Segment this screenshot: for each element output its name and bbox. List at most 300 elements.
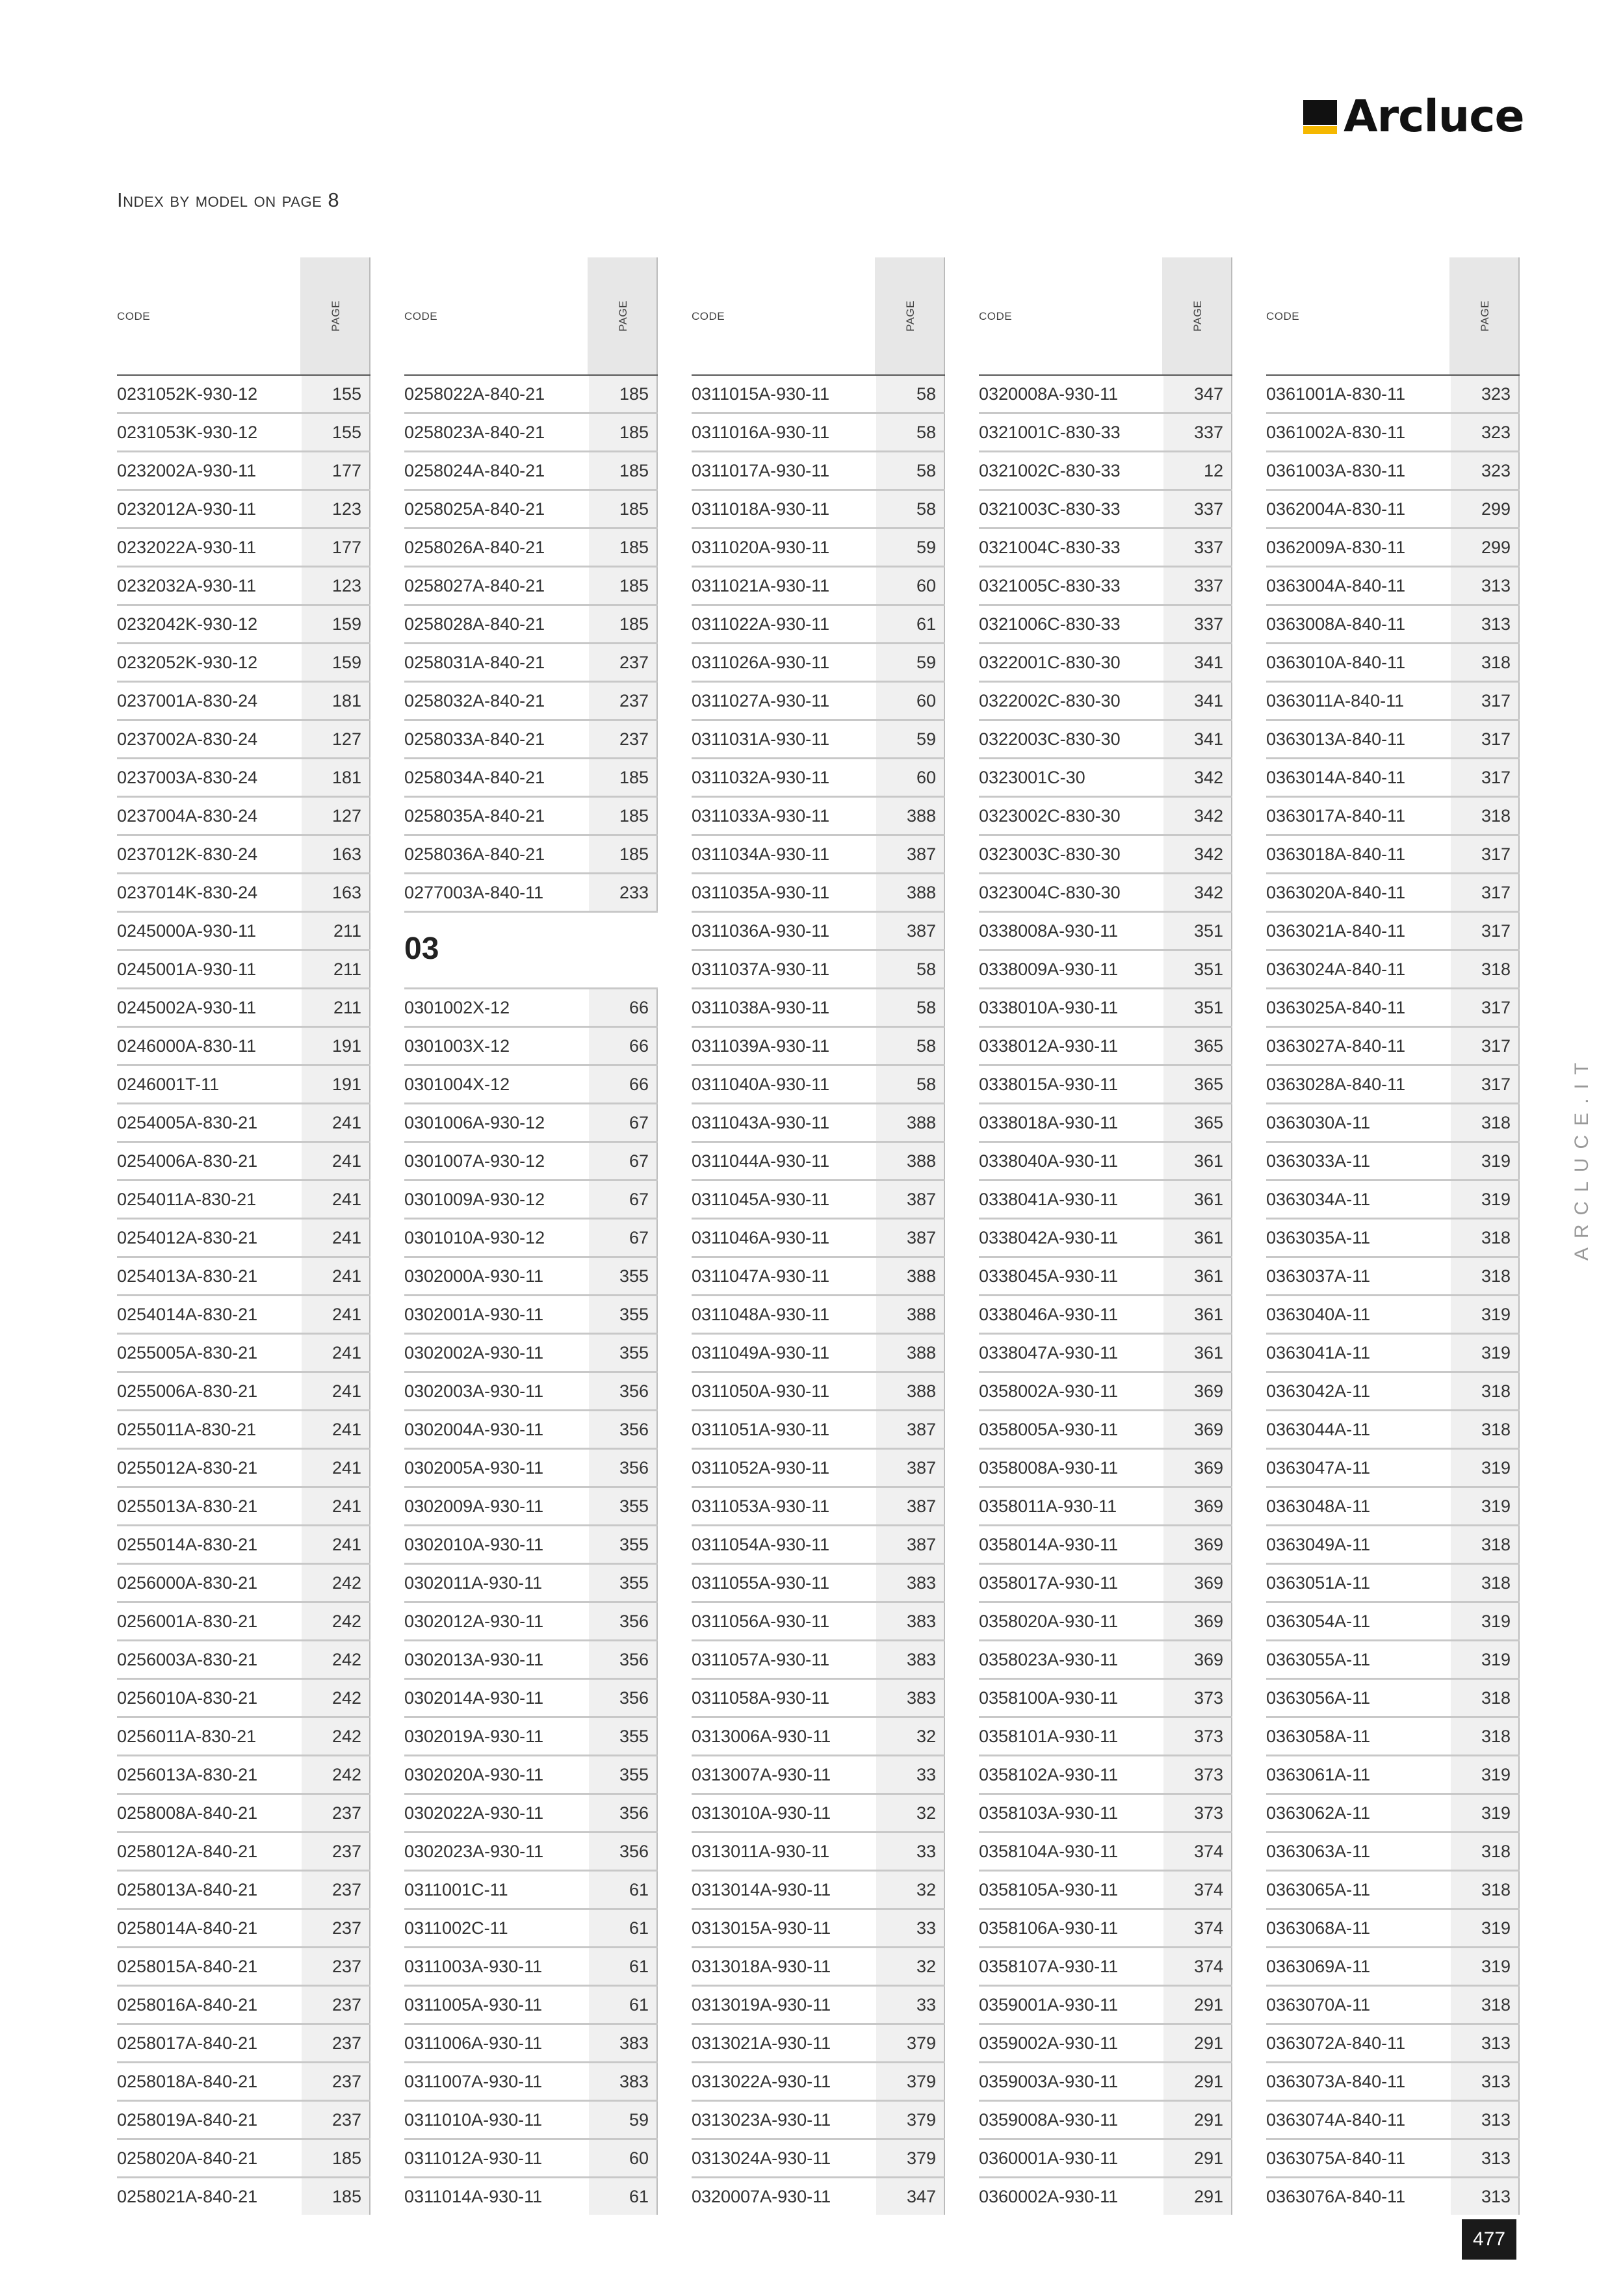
model-code: 0363073A-840-11 (1266, 2072, 1406, 2091)
page-ref: 185 (589, 836, 658, 872)
model-code: 0363070A-11 (1266, 1995, 1371, 2015)
table-row (1266, 1565, 1520, 1603)
model-code: 0311039A-930-11 (692, 1036, 830, 1056)
table-row (1266, 567, 1520, 606)
table-row (117, 1565, 370, 1603)
model-code: 0232052K-930-12 (117, 653, 258, 672)
index-column (117, 257, 370, 2215)
model-code: 0363054A-11 (1266, 1611, 1371, 1631)
column-header (404, 257, 658, 376)
page-ref: 58 (876, 452, 945, 489)
table-row (692, 1641, 945, 1680)
table-row (404, 1718, 658, 1756)
model-code: 0258019A-840-21 (117, 2110, 258, 2130)
model-code: 0237012K-830-24 (117, 844, 258, 864)
table-row (404, 376, 658, 414)
page-ref: 355 (589, 1565, 658, 1601)
table-row (979, 2140, 1232, 2178)
model-code: 0311043A-930-11 (692, 1113, 830, 1132)
model-code: 0311055A-930-11 (692, 1573, 830, 1593)
page-ref: 387 (876, 1450, 945, 1486)
table-row (979, 1910, 1232, 1948)
page-ref: 61 (589, 2178, 658, 2215)
page-ref: 355 (589, 1296, 658, 1333)
model-code: 0311044A-930-11 (692, 1151, 830, 1171)
table-row (1266, 1718, 1520, 1756)
model-code: 0254012A-830-21 (117, 1228, 258, 1247)
model-code: 0363035A-11 (1266, 1228, 1371, 1247)
model-code: 0363010A-840-11 (1266, 653, 1406, 672)
page-header: page (326, 300, 343, 332)
page-ref: 388 (876, 1104, 945, 1141)
table-row (692, 1181, 945, 1220)
model-code: 0363018A-840-11 (1266, 844, 1406, 864)
page-ref: 163 (302, 874, 370, 911)
page-ref: 317 (1451, 1066, 1520, 1102)
table-row (404, 721, 658, 759)
model-code: 0358105A-930-11 (979, 1880, 1119, 1899)
model-code: 0302014A-930-11 (404, 1688, 544, 1708)
page-ref: 318 (1451, 1718, 1520, 1755)
model-code: 0245000A-930-11 (117, 921, 257, 941)
table-row (404, 1756, 658, 1795)
table-row (979, 1565, 1232, 1603)
page-ref: 319 (1451, 1488, 1520, 1524)
model-code: 0363055A-11 (1266, 1650, 1371, 1669)
table-row (404, 798, 658, 836)
model-code: 0361001A-830-11 (1266, 384, 1406, 404)
model-code: 0311015A-930-11 (692, 384, 830, 404)
page-ref: 356 (589, 1641, 658, 1678)
table-row (1266, 951, 1520, 989)
model-code: 0311049A-930-11 (692, 1343, 830, 1363)
page-header: page (1188, 300, 1205, 332)
page-ref: 355 (589, 1258, 658, 1294)
table-row (1266, 2178, 1520, 2215)
table-row (404, 529, 658, 567)
model-code: 0363042A-11 (1266, 1381, 1371, 1401)
page-ref: 60 (876, 759, 945, 796)
page-ref: 241 (302, 1450, 370, 1486)
model-code: 0255012A-830-21 (117, 1458, 258, 1478)
table-row (404, 836, 658, 874)
table-row (979, 567, 1232, 606)
table-row (117, 1220, 370, 1258)
table-row (117, 836, 370, 874)
page-ref: 181 (302, 683, 370, 719)
page-ref: 387 (876, 913, 945, 949)
table-row (979, 913, 1232, 951)
table-row (979, 989, 1232, 1028)
table-row (692, 989, 945, 1028)
model-code: 0363037A-11 (1266, 1266, 1371, 1286)
page-ref: 58 (876, 1028, 945, 1064)
page-ref: 242 (302, 1680, 370, 1716)
table-row (404, 1526, 658, 1565)
table-row (979, 1948, 1232, 1987)
table-row (404, 1910, 658, 1948)
table-row (117, 1181, 370, 1220)
page-ref: 159 (302, 606, 370, 642)
page-ref: 347 (876, 2178, 945, 2215)
model-code: 0363069A-11 (1266, 1957, 1371, 1976)
page-ref: 369 (1163, 1641, 1232, 1678)
model-code: 0323002C-830-30 (979, 806, 1121, 826)
model-code: 0363017A-840-11 (1266, 806, 1406, 826)
model-code: 0358101A-930-11 (979, 1727, 1119, 1746)
table-row (979, 1220, 1232, 1258)
table-row (692, 1795, 945, 1833)
model-code: 0302002A-930-11 (404, 1343, 544, 1363)
model-code: 0232002A-930-11 (117, 461, 257, 480)
table-row (404, 452, 658, 491)
table-row (979, 2025, 1232, 2063)
table-row (1266, 1028, 1520, 1066)
page-ref: 32 (876, 1872, 945, 1908)
model-code: 0338041A-930-11 (979, 1190, 1119, 1209)
page-ref: 318 (1451, 644, 1520, 681)
model-code: 0311020A-930-11 (692, 538, 830, 557)
model-code: 0302000A-930-11 (404, 1266, 544, 1286)
table-row (117, 2178, 370, 2215)
model-code: 0302004A-930-11 (404, 1420, 544, 1439)
page-ref: 342 (1163, 759, 1232, 796)
model-code: 0321006C-830-33 (979, 614, 1121, 634)
table-row (1266, 721, 1520, 759)
model-code: 0255013A-830-21 (117, 1496, 258, 1516)
model-code: 0302023A-930-11 (404, 1842, 544, 1861)
model-code: 0361002A-830-11 (1266, 423, 1406, 442)
page-ref: 388 (876, 1373, 945, 1409)
table-row (1266, 529, 1520, 567)
model-code: 0362009A-830-11 (1266, 538, 1406, 557)
page-ref: 361 (1163, 1335, 1232, 1371)
page-ref: 123 (302, 491, 370, 527)
model-code: 0311038A-930-11 (692, 998, 830, 1017)
page-ref: 361 (1163, 1296, 1232, 1333)
table-row (117, 2102, 370, 2140)
page-ref: 351 (1163, 951, 1232, 987)
table-row (1266, 2025, 1520, 2063)
model-code: 0232022A-930-11 (117, 538, 257, 557)
page-header: page (900, 300, 918, 332)
model-code: 0338046A-930-11 (979, 1305, 1119, 1324)
table-row (979, 1450, 1232, 1488)
table-row (1266, 1872, 1520, 1910)
table-row (117, 1872, 370, 1910)
model-code: 0360002A-930-11 (979, 2187, 1119, 2206)
page-ref: 373 (1163, 1756, 1232, 1793)
model-code: 0311027A-930-11 (692, 691, 830, 711)
table-row (979, 1833, 1232, 1872)
model-code: 0256003A-830-21 (117, 1650, 258, 1669)
table-row (979, 491, 1232, 529)
model-code: 0301007A-930-12 (404, 1151, 545, 1171)
page-header-cell (1449, 257, 1520, 374)
model-code: 0363028A-840-11 (1266, 1075, 1406, 1094)
page-ref: 365 (1163, 1066, 1232, 1102)
page-ref: 318 (1451, 1104, 1520, 1141)
index-column (1266, 257, 1520, 2215)
model-code: 0258016A-840-21 (117, 1995, 258, 2015)
page-ref: 191 (302, 1028, 370, 1064)
model-code: 0258028A-840-21 (404, 614, 545, 634)
model-code: 0232032A-930-11 (117, 576, 257, 595)
table-row (979, 798, 1232, 836)
page-ref: 60 (876, 567, 945, 604)
code-header: code (692, 306, 725, 324)
model-code: 0322001C-830-30 (979, 653, 1121, 672)
model-code: 0255014A-830-21 (117, 1535, 258, 1554)
index-title: Index by model on page 8 (117, 189, 340, 211)
table-row (692, 567, 945, 606)
table-row (117, 2063, 370, 2102)
table-row (1266, 1680, 1520, 1718)
model-code: 0311032A-930-11 (692, 768, 830, 787)
model-code: 0313011A-930-11 (692, 1842, 830, 1861)
model-code: 0338008A-930-11 (979, 921, 1119, 941)
table-row (117, 1258, 370, 1296)
table-row (117, 721, 370, 759)
table-row (979, 1526, 1232, 1565)
page-ref: 341 (1163, 721, 1232, 757)
model-code: 0363013A-840-11 (1266, 729, 1406, 749)
page-ref: 237 (302, 1795, 370, 1831)
model-code: 0363076A-840-11 (1266, 2187, 1406, 2206)
model-code: 0237004A-830-24 (117, 806, 258, 826)
page-ref: 291 (1163, 2025, 1232, 2061)
page-ref: 241 (302, 1258, 370, 1294)
page-ref: 185 (589, 452, 658, 489)
page-header: page (1475, 300, 1492, 332)
page-ref: 356 (589, 1411, 658, 1448)
page-ref: 337 (1163, 491, 1232, 527)
model-code: 0363041A-11 (1266, 1343, 1371, 1363)
page-ref: 241 (302, 1411, 370, 1448)
model-code: 0338009A-930-11 (979, 959, 1119, 979)
model-code: 0313015A-930-11 (692, 1918, 831, 1938)
page-ref: 317 (1451, 1028, 1520, 1064)
model-code: 0302001A-930-11 (404, 1305, 544, 1324)
model-code: 0358102A-930-11 (979, 1765, 1119, 1784)
table-row (692, 1526, 945, 1565)
model-code: 0321001C-830-33 (979, 423, 1121, 442)
model-code: 0258025A-840-21 (404, 499, 545, 519)
model-code: 0311054A-930-11 (692, 1535, 830, 1554)
side-url: ARCLUCE.IT (1571, 1053, 1592, 1261)
page-ref: 12 (1163, 452, 1232, 489)
table-row (404, 1220, 658, 1258)
table-row (979, 1296, 1232, 1335)
table-row (1266, 913, 1520, 951)
table-row (404, 1066, 658, 1104)
table-row (404, 989, 658, 1028)
table-row (404, 2178, 658, 2215)
model-code: 0313023A-930-11 (692, 2110, 831, 2130)
page-ref: 61 (589, 1948, 658, 1985)
model-code: 0313018A-930-11 (692, 1957, 831, 1976)
table-row (692, 836, 945, 874)
page-ref: 373 (1163, 1718, 1232, 1755)
table-row (404, 1181, 658, 1220)
page-ref: 318 (1451, 951, 1520, 987)
page-ref: 361 (1163, 1258, 1232, 1294)
page-ref: 66 (589, 989, 658, 1026)
page-ref: 61 (876, 606, 945, 642)
table-row (1266, 1756, 1520, 1795)
model-code: 0321004C-830-33 (979, 538, 1121, 557)
model-code: 0363072A-840-11 (1266, 2033, 1406, 2053)
page-ref: 185 (589, 414, 658, 450)
table-row (979, 2102, 1232, 2140)
page-ref: 291 (1163, 2063, 1232, 2100)
page-ref: 319 (1451, 1181, 1520, 1218)
model-code: 0258008A-840-21 (117, 1803, 258, 1823)
table-row (692, 2178, 945, 2215)
page-ref: 356 (589, 1373, 658, 1409)
page-ref: 241 (302, 1335, 370, 1371)
page-ref: 241 (302, 1143, 370, 1179)
table-row (692, 491, 945, 529)
table-row (117, 606, 370, 644)
table-row (692, 1833, 945, 1872)
model-code: 0245002A-930-11 (117, 998, 257, 1017)
model-code: 0302022A-930-11 (404, 1803, 544, 1823)
model-code: 0302012A-930-11 (404, 1611, 544, 1631)
table-row (404, 1411, 658, 1450)
page-ref: 383 (876, 1603, 945, 1639)
page-ref: 185 (589, 759, 658, 796)
model-code: 0256010A-830-21 (117, 1688, 258, 1708)
model-code: 0258023A-840-21 (404, 423, 545, 442)
page-ref: 374 (1163, 1872, 1232, 1908)
table-row (117, 1104, 370, 1143)
table-row (692, 2025, 945, 2063)
page-ref: 337 (1163, 567, 1232, 604)
table-row (979, 1718, 1232, 1756)
model-code: 0254006A-830-21 (117, 1151, 258, 1171)
page-ref: 163 (302, 836, 370, 872)
page-ref: 318 (1451, 1220, 1520, 1256)
page-ref: 291 (1163, 2140, 1232, 2176)
table-row (979, 414, 1232, 452)
table-row (979, 1028, 1232, 1066)
table-row (404, 1603, 658, 1641)
page-ref: 61 (589, 1872, 658, 1908)
table-row (692, 2063, 945, 2102)
table-row (692, 683, 945, 721)
table-row (979, 1795, 1232, 1833)
table-row (979, 1335, 1232, 1373)
table-row (117, 491, 370, 529)
model-code: 0311047A-930-11 (692, 1266, 830, 1286)
table-row (117, 1603, 370, 1641)
model-code: 0338015A-930-11 (979, 1075, 1119, 1094)
page-ref: 374 (1163, 1910, 1232, 1946)
page-ref: 387 (876, 1488, 945, 1524)
table-row (117, 1718, 370, 1756)
model-code: 0359008A-930-11 (979, 2110, 1119, 2130)
table-row (117, 1910, 370, 1948)
page-ref: 319 (1451, 1948, 1520, 1985)
table-row (692, 644, 945, 683)
page-ref: 237 (302, 2025, 370, 2061)
page-ref: 361 (1163, 1181, 1232, 1218)
page-ref: 291 (1163, 2178, 1232, 2215)
table-row (404, 2140, 658, 2178)
model-code: 0311003A-930-11 (404, 1957, 543, 1976)
model-code: 0277003A-840-11 (404, 883, 544, 902)
model-code: 0258032A-840-21 (404, 691, 545, 711)
table-row (692, 452, 945, 491)
page-header-cell (300, 257, 370, 374)
page-ref: 355 (589, 1335, 658, 1371)
model-code: 0311005A-930-11 (404, 1995, 543, 2015)
model-code: 0363074A-840-11 (1266, 2110, 1406, 2130)
table-row (1266, 1335, 1520, 1373)
table-row (117, 1756, 370, 1795)
page-ref: 59 (876, 529, 945, 566)
table-row (692, 721, 945, 759)
model-code: 0237003A-830-24 (117, 768, 258, 787)
model-code: 0301010A-930-12 (404, 1228, 545, 1247)
page-ref: 319 (1451, 1296, 1520, 1333)
model-code: 0311037A-930-11 (692, 959, 830, 979)
table-row (979, 1181, 1232, 1220)
model-code: 0301003X-12 (404, 1036, 510, 1056)
table-row (117, 1296, 370, 1335)
page-ref: 318 (1451, 1680, 1520, 1716)
table-row (1266, 491, 1520, 529)
model-code: 0311033A-930-11 (692, 806, 830, 826)
model-code: 0363004A-840-11 (1266, 576, 1406, 595)
page-ref: 313 (1451, 2025, 1520, 2061)
model-code: 0311052A-930-11 (692, 1458, 830, 1478)
page-ref: 383 (589, 2025, 658, 2061)
page-ref: 59 (876, 721, 945, 757)
table-row (117, 2140, 370, 2178)
table-row (979, 452, 1232, 491)
table-row (117, 1488, 370, 1526)
page-ref: 337 (1163, 606, 1232, 642)
page-ref: 317 (1451, 721, 1520, 757)
page-ref: 383 (876, 1641, 945, 1678)
table-row (979, 376, 1232, 414)
page-ref: 356 (589, 1795, 658, 1831)
model-code: 0311012A-930-11 (404, 2148, 543, 2168)
model-code: 0358002A-930-11 (979, 1381, 1119, 1401)
page-ref: 313 (1451, 2063, 1520, 2100)
model-code: 0363062A-11 (1266, 1803, 1371, 1823)
table-row (1266, 836, 1520, 874)
page-header-cell (1162, 257, 1232, 374)
model-code: 0255005A-830-21 (117, 1343, 258, 1363)
table-row (1266, 798, 1520, 836)
model-code: 0359001A-930-11 (979, 1995, 1119, 2015)
model-code: 0321005C-830-33 (979, 576, 1121, 595)
table-row (692, 606, 945, 644)
model-code: 0358106A-930-11 (979, 1918, 1119, 1938)
model-code: 0358011A-930-11 (979, 1496, 1117, 1516)
table-row (1266, 1910, 1520, 1948)
model-code: 0311022A-930-11 (692, 614, 830, 634)
model-code: 0258012A-840-21 (117, 1842, 258, 1861)
page-ref: 237 (302, 1948, 370, 1985)
model-code: 0302013A-930-11 (404, 1650, 544, 1669)
model-code: 0258034A-840-21 (404, 768, 545, 787)
table-row (404, 1143, 658, 1181)
page-ref: 317 (1451, 683, 1520, 719)
